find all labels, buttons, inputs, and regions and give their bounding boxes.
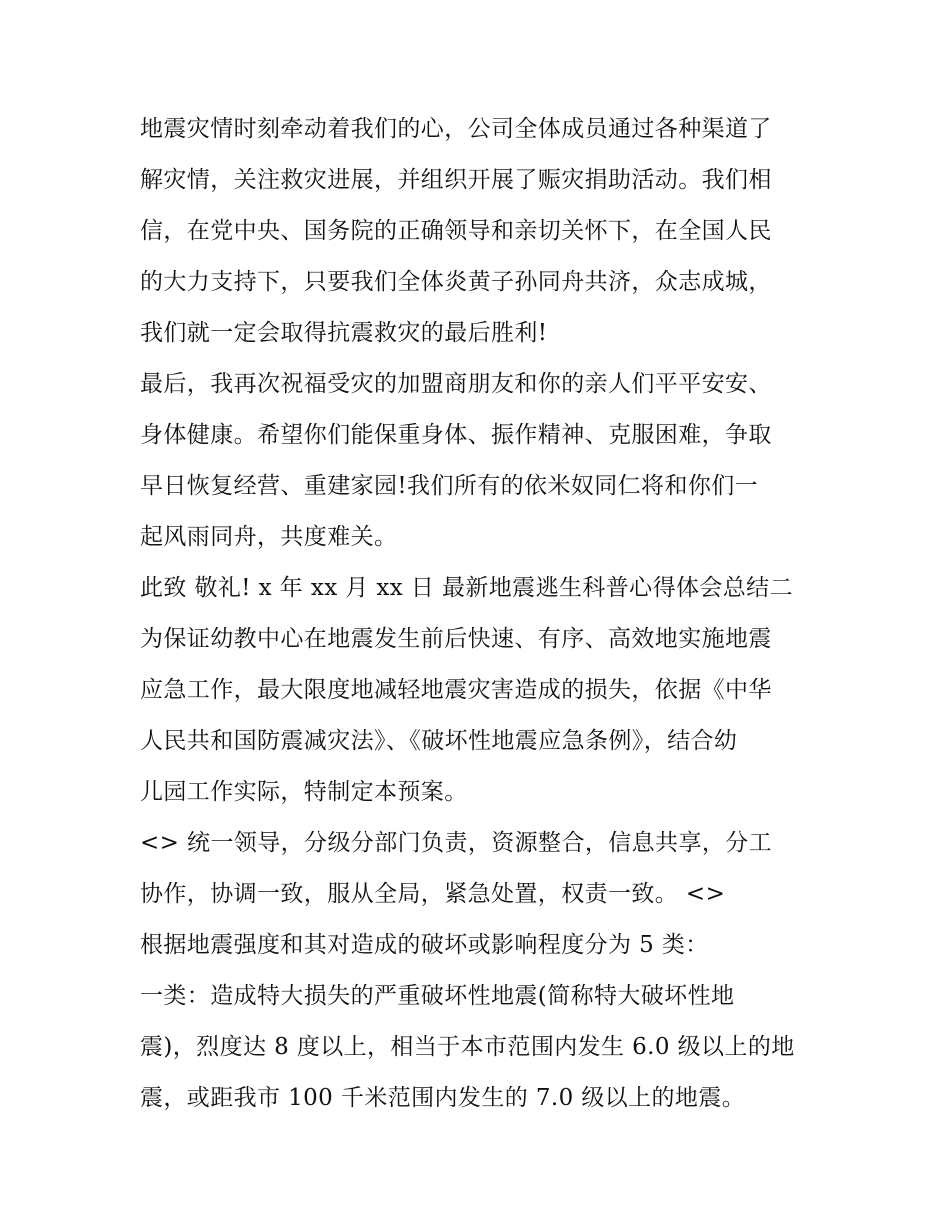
paragraph-relief — [140, 104, 820, 359]
text-line: 地震灾情时刻牵动着我们的心，公司全体成员通过各种渠道了 — [140, 116, 772, 142]
document-body — [140, 104, 820, 1124]
paragraph-classification — [140, 920, 820, 971]
text-line: 此致 敬礼! x 年 xx 月 xx 日 最新地震逃生科普心得体会总结二 — [140, 575, 793, 601]
text-line: 根据地震强度和其对造成的破坏或影响程度分为 5 类： — [140, 932, 709, 958]
text-line: 早日恢复经营、重建家园!我们所有的依米奴同仁将和你们一 — [140, 473, 759, 499]
text-line: 震)，烈度达 8 度以上，相当于本市范围内发生 6.0 级以上的地 — [140, 1034, 795, 1060]
text-line: 信，在党中央、国务院的正确领导和亲切关怀下，在全国人民 — [140, 218, 772, 244]
text-line: 最后，我再次祝福受灾的加盟商朋友和你的亲人们平平安安、 — [140, 371, 772, 397]
paragraph-closing-and-plan — [140, 563, 820, 818]
paragraph-principles — [140, 818, 820, 920]
text-line: 人民共和国防震减灾法》、《破坏性地震应急条例》，结合幼 — [140, 728, 738, 754]
text-line: <> 统一领导，分级分部门负责，资源整合，信息共享，分工 — [140, 830, 773, 856]
paragraph-blessing — [140, 359, 820, 563]
text-line: 协作，协调一致，服从全局，紧急处置，权责一致。 <> — [140, 881, 726, 907]
text-line: 起风雨同舟，共度难关。 — [140, 524, 398, 550]
paragraph-class-one — [140, 971, 820, 1124]
text-line: 为保证幼教中心在地震发生前后快速、有序、高效地实施地震 — [140, 626, 772, 652]
text-line: 的大力支持下，只要我们全体炎黄子孙同舟共济，众志成城， — [140, 269, 772, 295]
text-line: 应急工作，最大限度地减轻地震灾害造成的损失，依据《中华 — [140, 677, 772, 703]
text-line: 一类：造成特大损失的严重破坏性地震(简称特大破坏性地 — [140, 983, 735, 1009]
text-line: 儿园工作实际，特制定本预案。 — [140, 779, 468, 805]
text-line: 震，或距我市 100 千米范围内发生的 7.0 级以上的地震。 — [140, 1085, 746, 1111]
text-line: 身体健康。希望你们能保重身体、振作精神、克服困难，争取 — [140, 422, 772, 448]
text-line: 解灾情，关注救灾进展，并组织开展了赈灾捐助活动。我们相 — [140, 167, 772, 193]
text-line: 我们就一定会取得抗震救灾的最后胜利! — [140, 320, 548, 346]
